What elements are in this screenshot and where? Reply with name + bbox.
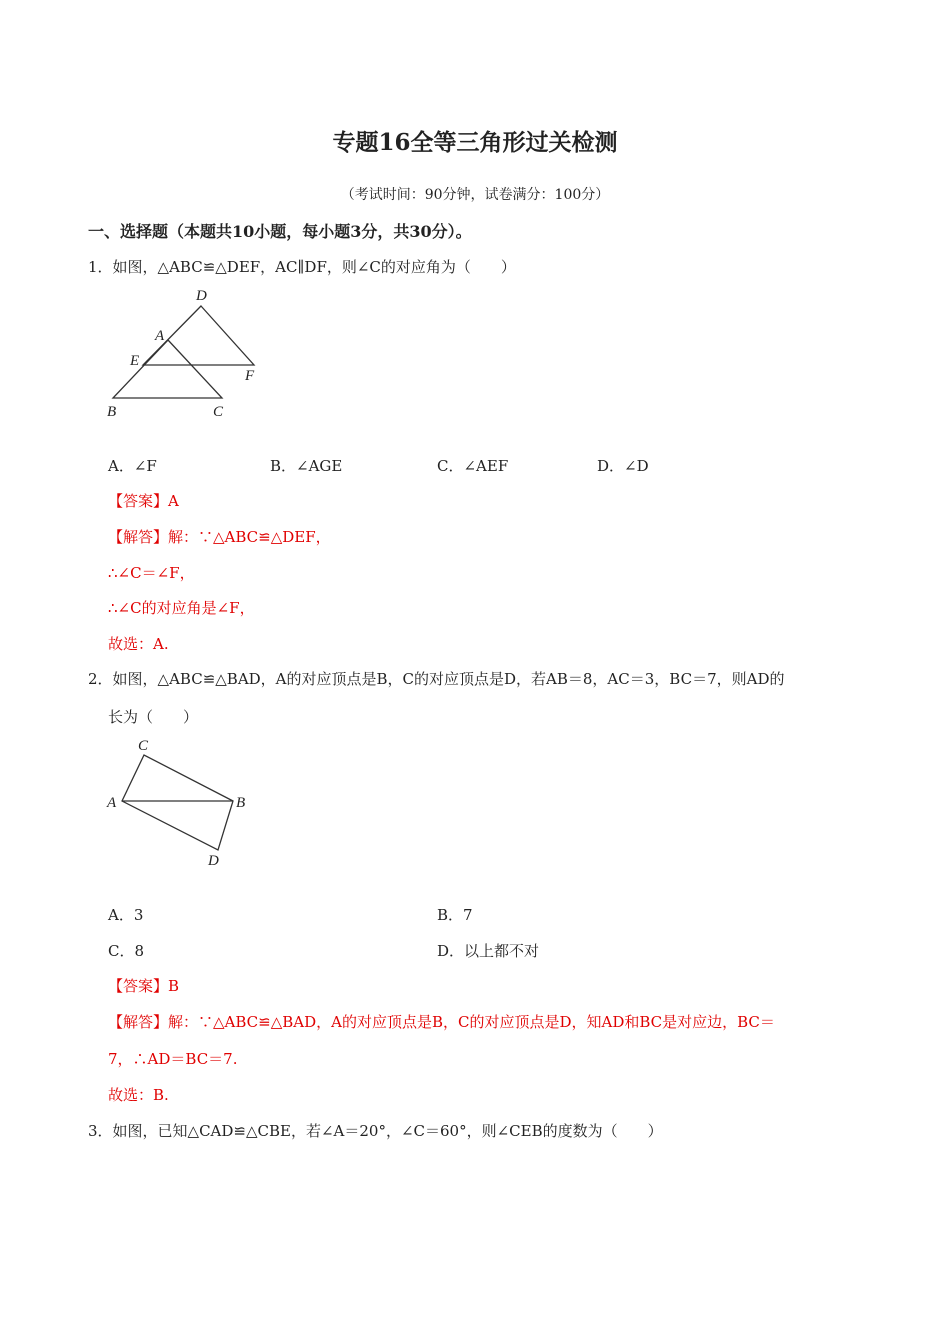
q1-option-b[interactable]: B．∠AGE <box>270 457 343 475</box>
page-title: 专题16全等三角形过关检测 <box>332 129 618 156</box>
q1-choice: 故选：A. <box>108 635 169 653</box>
q2-analysis-1: 【解答】解：∵△ABC≌△BAD，A的对应顶点是B，C的对应顶点是D，知AD和BC是对应边，BC＝ <box>108 1013 775 1031</box>
q2-answer: 【答案】B <box>108 977 180 995</box>
q2-option-c[interactable]: C．8 <box>108 942 145 960</box>
question-3-stem: 3．如图，已知△CAD≌△CBE，若∠A＝20°，∠C＝60°，则∠CEB的度数为（ ） <box>88 1122 663 1140</box>
label-d: D <box>208 853 219 869</box>
question-2-stem-line2: 长为（ ） <box>108 708 199 726</box>
quadrilateral-acbd <box>122 755 233 850</box>
triangle-abc <box>113 340 222 398</box>
label-b: B <box>236 795 246 811</box>
q2-choice: 故选：B. <box>108 1086 169 1104</box>
label-a: A <box>107 795 117 811</box>
q1-option-a[interactable]: A．∠F <box>108 457 157 475</box>
q2-option-d[interactable]: D．以上都不对 <box>437 942 540 960</box>
question-1-figure <box>100 282 270 422</box>
q1-analysis-3: ∴∠C的对应角是∠F， <box>108 599 255 617</box>
q2-option-b[interactable]: B．7 <box>437 906 473 924</box>
q2-analysis-2: 7，∴AD＝BC＝7. <box>108 1050 238 1068</box>
q2-option-a[interactable]: A．3 <box>108 906 144 924</box>
label-e: E <box>130 353 140 369</box>
label-c: C <box>138 738 149 754</box>
q1-analysis-1: 【解答】解：∵△ABC≌△DEF， <box>108 528 331 546</box>
question-2-stem-line1: 2．如图，△ABC≌△BAD，A的对应顶点是B，C的对应顶点是D，若AB＝8，AC＝3，BC＝7，则AD的 <box>88 670 785 688</box>
question-2-figure <box>100 730 260 875</box>
label-f: F <box>245 368 255 384</box>
label-b: B <box>107 404 117 420</box>
label-c: C <box>213 404 224 420</box>
q1-option-d[interactable]: D．∠D <box>597 457 649 475</box>
label-a: A <box>155 328 165 344</box>
question-1-stem: 1．如图，△ABC≌△DEF，AC∥DF，则∠C的对应角为（ ） <box>88 258 516 276</box>
q1-option-c[interactable]: C．∠AEF <box>437 457 509 475</box>
label-d: D <box>196 288 207 304</box>
exam-info: （考试时间：90分钟，试卷满分：100分） <box>340 187 610 203</box>
q1-answer: 【答案】A <box>108 492 179 510</box>
q1-analysis-2: ∴∠C＝∠F， <box>108 564 195 582</box>
section-heading: 一、选择题（本题共10小题，每小题3分，共30分）。 <box>88 222 472 241</box>
